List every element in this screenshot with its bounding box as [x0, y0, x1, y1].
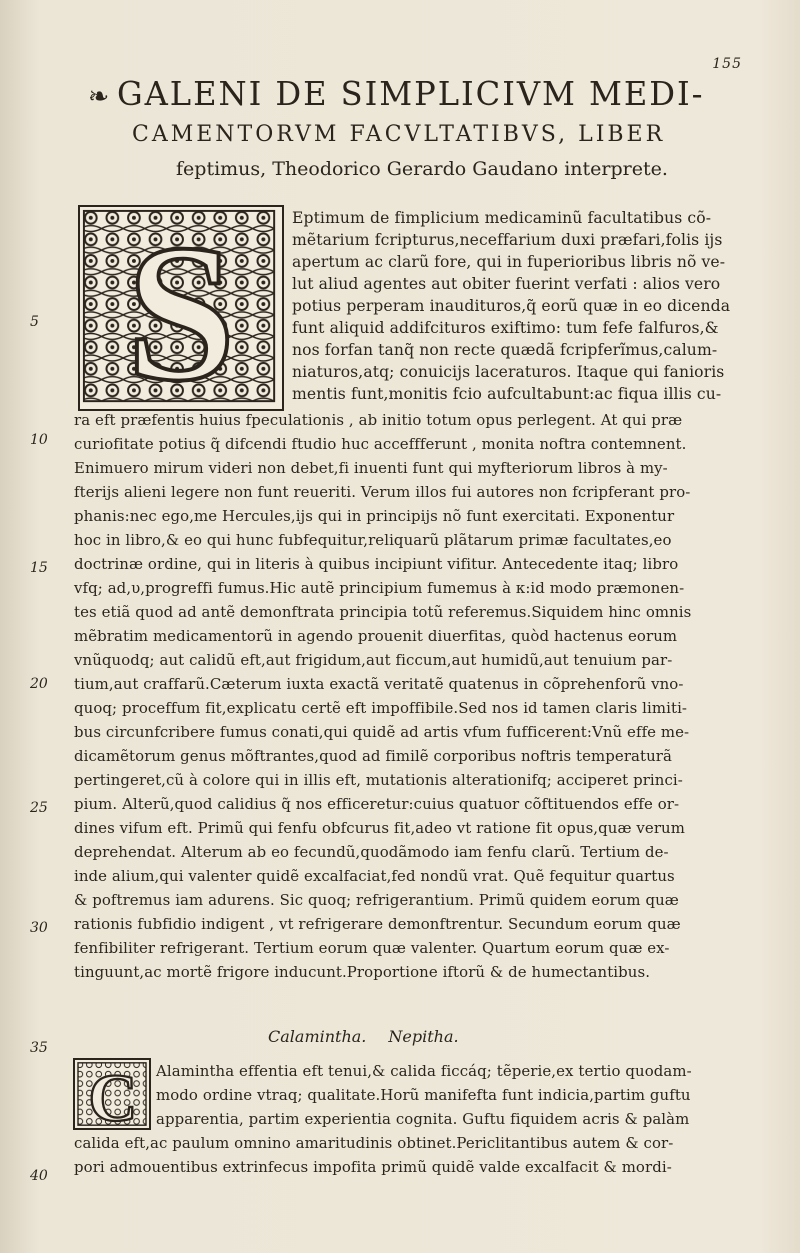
text-line: ra eft præfentis huius fpeculationis , ab initio totum opus perlegent. At qui præ: [74, 411, 683, 429]
text-line: tium,aut craffarũ.Cæterum iuxta exactã veritatẽ quatenus in cõprehenforũ vno-: [74, 675, 684, 693]
title-line-2: CAMENTORVM FACVLTATIBVS, LIBER: [132, 122, 666, 147]
text-line: quoq; proceffum fit,explicatu certẽ eft impoffibile.Sed nos id tamen claris limiti-: [74, 699, 688, 717]
text-line: tes etiã quod ad antẽ demonftrata principia totũ referemus.Siquidem hinc omnis: [74, 603, 692, 621]
text-line: apertum ac clarũ fore, qui in fuperioribus libris nõ ve-: [292, 253, 726, 271]
fleuron-ornament-icon: ❧: [88, 82, 112, 112]
text-line: & poftremus iam adurens. Sic quoq; refrigerantium. Primũ quidem eorum quæ: [74, 891, 679, 909]
text-line: rationis fubfidio indigent , vt refrigerare demonftrentur. Secundum eorum quæ: [74, 915, 681, 933]
text-line: Enimuero mirum videri non debet,fi inuenti funt qui myfteriorum libros à my-: [74, 459, 668, 477]
decorated-initial-c: [73, 1058, 151, 1130]
text-line: vnũquodq; aut calidũ eft,aut frigidum,aut ficcum,aut humidũ,aut tenuium par-: [74, 651, 673, 669]
title-line-1-text: GALENI DE SIMPLICIVM MEDI-: [117, 74, 705, 113]
line-number: 20: [30, 676, 48, 692]
text-line: nos forfan tanq̃ non recte quædã fcripferĩmus,calum-: [292, 341, 718, 359]
text-line: Eptimum de fimplicium medicaminũ facultatibus cõ-: [292, 209, 712, 227]
section-heading: [268, 1027, 481, 1046]
text-line: Alamintha effentia eft tenui,& calida ficcáq; tẽperie,ex tertio quodam-: [156, 1062, 692, 1080]
text-line: potius perperam inaudituros,q̃ eorũ quæ in eo dicenda: [292, 297, 731, 315]
folio-number: 155: [712, 56, 742, 72]
line-number: 35: [30, 1040, 48, 1056]
text-line: dicamẽtorum genus mõftrantes,quod ad fimilẽ corporibus noftris temperaturã: [74, 747, 672, 765]
line-number: 25: [30, 800, 48, 816]
line-number: 10: [30, 432, 48, 448]
text-line: hoc in libro,& eo qui hunc fubfequitur,reliquarũ plãtarum primæ facultates,eo: [74, 531, 672, 549]
line-number: 40: [30, 1168, 48, 1184]
heading-vernacular-name: Nepitha.: [388, 1027, 459, 1046]
text-line: pertingeret,cũ à colore qui in illis eft, mutationis alterationifq; acciperet princi-: [74, 771, 683, 789]
initial-letter-s: S: [126, 207, 236, 409]
text-line: dines vifum eft. Primũ qui fenfu obfcurus fit,adeo vt ratione fit opus,quæ verum: [74, 819, 685, 837]
text-line: bus circunfcribere fumus conati,qui quidẽ ad artis vfum fufficerent:Vnũ effe me-: [74, 723, 690, 741]
text-line: modo ordine vtraq; qualitate.Horũ manifefta funt indicia,partim guftu: [156, 1086, 691, 1104]
text-line: tinguunt,ac mortẽ frigore inducunt.Proportione iftorũ & de humectantibus.: [74, 963, 651, 981]
title-line-1: [88, 74, 760, 113]
text-line: vfq; ad,υ,progreffi fumus.Hic autẽ principium fumemus à κ:id modo præmonen-: [74, 579, 685, 597]
text-line: fterijs alieni legere non funt reueriti. Verum illos fui autores non fcripferant pro-: [74, 483, 691, 501]
text-line: curiofitate potius q̃ difcendi ftudio huc acceffferunt , monita noftra contemnent.: [74, 435, 687, 453]
text-line: pium. Alterũ,quod calidius q̃ nos efficeretur:cuius quatuor cõftituendos effe or-: [74, 795, 680, 813]
text-line: mẽtarium fcripturus,neceffarium duxi præfari,folis ijs: [292, 231, 723, 249]
text-line: calida eft,ac paulum omnino amaritudinis obtinet.Periclitantibus autem & cor-: [74, 1134, 674, 1152]
line-number: 30: [30, 920, 48, 936]
line-number: 15: [30, 560, 48, 576]
floral-initial-icon: [80, 207, 282, 409]
line-number: 5: [30, 314, 39, 330]
floral-initial-icon: [75, 1060, 149, 1128]
text-line: phanis:nec ego,me Hercules,ijs qui in principijs nõ funt exercitati. Exponentur: [74, 507, 675, 525]
heading-latin-name: Calamintha.: [268, 1027, 367, 1046]
text-line: mẽbratim medicamentorũ in agendo prouenit diuerfitas, quòd hactenus eorum: [74, 627, 678, 645]
initial-letter-c: C: [88, 1060, 138, 1128]
title-line-3: feptimus, Theodorico Gerardo Gaudano interprete.: [176, 158, 668, 180]
text-line: deprehendat. Alterum ab eo fecundũ,quodãmodo iam fenfu clarũ. Tertium de-: [74, 843, 669, 861]
text-line: lut aliud agentes aut obiter fuerint verfati : alios vero: [292, 275, 721, 293]
text-line: apparentia, partim experientia cognita. Guftu fiquidem acris & palàm: [156, 1110, 690, 1128]
text-line: niaturos,atq; conuicijs laceraturos. Itaque qui fanioris: [292, 363, 725, 381]
text-line: doctrinæ ordine, qui in literis à quibus incipiunt vifitur. Antecedente itaq; libro: [74, 555, 679, 573]
text-line: funt aliquid addifcituros exiftimo: tum fefe falfuros,&: [292, 319, 719, 337]
text-line: fenfibiliter refrigerant. Tertium eorum quæ valenter. Quartum eorum quæ ex-: [74, 939, 670, 957]
text-line: inde alium,qui valenter quidẽ excalfaciat,fed nondũ vrat. Quẽ fequitur quartus: [74, 867, 675, 885]
decorated-initial-s: [78, 205, 284, 411]
text-line: mentis funt,monitis fcio aufcultabunt:ac fiqua illis cu-: [292, 385, 722, 403]
text-line: pori admouentibus extrinfecus impofita primũ quidẽ valde excalfacit & mordi-: [74, 1158, 672, 1176]
